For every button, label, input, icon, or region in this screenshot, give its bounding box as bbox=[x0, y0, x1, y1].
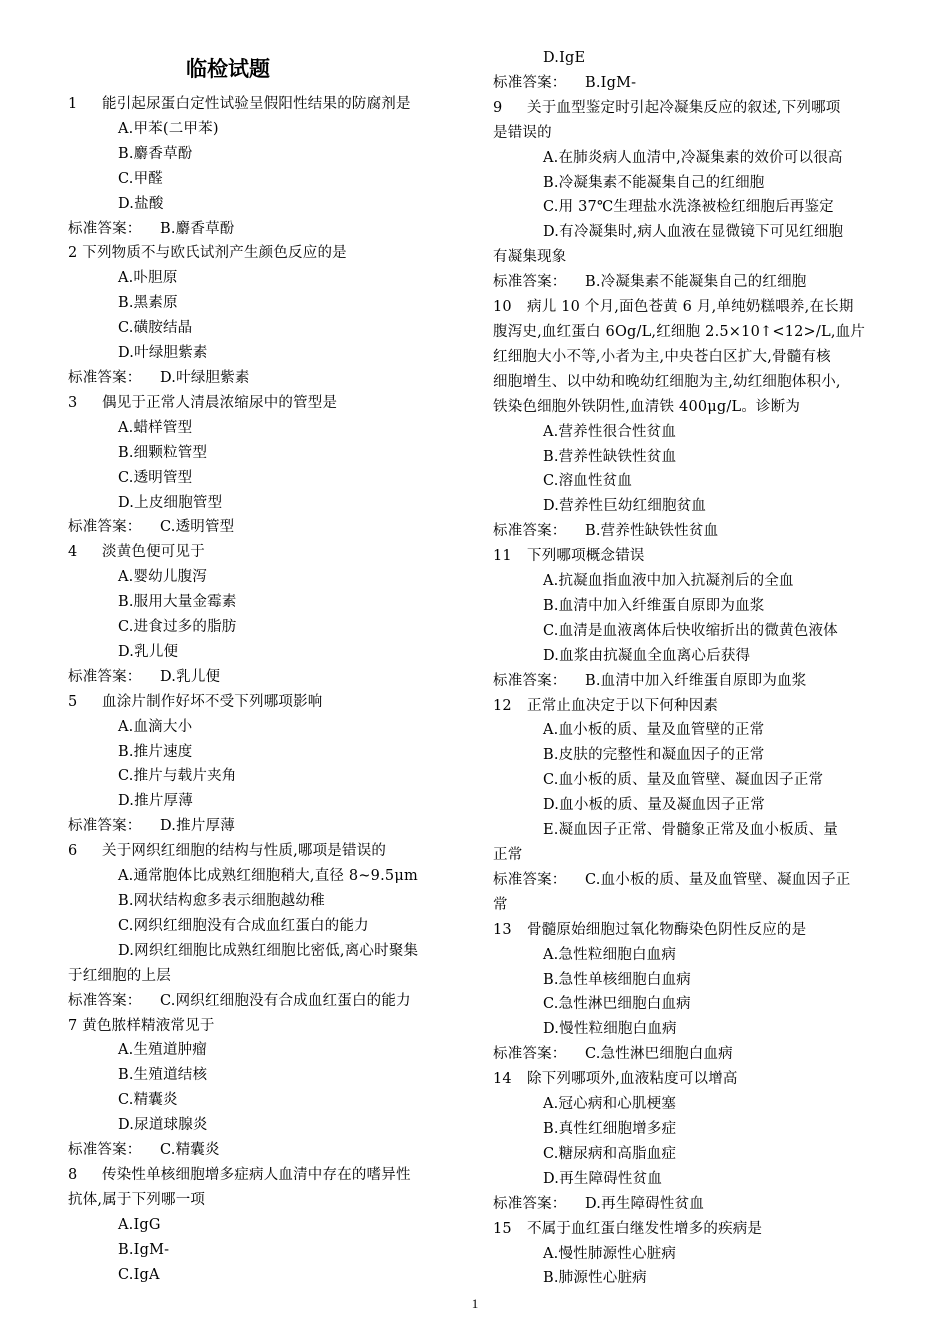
option: B.IgM- bbox=[118, 1241, 170, 1258]
question-10 bbox=[493, 295, 888, 320]
answer-text: C.精囊炎 bbox=[160, 1142, 220, 1159]
answer-text: B.IgM- bbox=[585, 74, 637, 91]
question-text: 血涂片制作好坏不受下列哪项影响 bbox=[102, 693, 323, 710]
option: A.急性粒细胞白血病 bbox=[543, 946, 677, 963]
question-9 bbox=[493, 96, 888, 121]
question-text-continuation: 铁染色细胞外铁阴性,血清铁 400μg/L。诊断为 bbox=[493, 398, 801, 415]
question-text: 下列物质不与欧氏试剂产生颜色反应的是 bbox=[82, 245, 347, 262]
option: A.甲苯(二甲苯) bbox=[118, 120, 219, 137]
answer-label: 标准答案： bbox=[68, 668, 142, 685]
option: B.黑素原 bbox=[118, 295, 178, 312]
option: A.蜡样管型 bbox=[118, 419, 193, 436]
question-2 bbox=[68, 241, 468, 266]
question-text: 正常止血决定于以下何种因素 bbox=[527, 697, 719, 714]
standard-answer bbox=[68, 217, 468, 242]
option: B.冷凝集素不能凝集自己的红细胞 bbox=[543, 174, 765, 191]
option: B.急性单核细胞白血病 bbox=[543, 971, 691, 988]
answer-text: D.乳儿便 bbox=[160, 668, 221, 685]
page-number: 1 bbox=[471, 1296, 479, 1311]
option: D.盐酸 bbox=[118, 195, 164, 212]
question-number: 6 bbox=[68, 843, 78, 860]
question-number: 3 bbox=[68, 394, 78, 411]
option: D.再生障碍性贫血 bbox=[543, 1170, 663, 1187]
question-text: 关于网织红细胞的结构与性质,哪项是错误的 bbox=[102, 843, 387, 860]
answer-label: 标准答案： bbox=[68, 369, 142, 386]
option: D.血小板的质、量及凝血因子正常 bbox=[543, 797, 765, 814]
page-title: 临检试题 bbox=[186, 57, 270, 81]
answer-label: 标准答案： bbox=[68, 992, 142, 1009]
standard-answer bbox=[68, 515, 468, 540]
question-number: 11 bbox=[493, 548, 512, 565]
question-number: 7 bbox=[68, 1017, 78, 1034]
question-7 bbox=[68, 1014, 468, 1039]
question-number: 4 bbox=[68, 544, 78, 561]
question-14 bbox=[493, 1067, 888, 1092]
answer-label: 标准答案： bbox=[493, 74, 567, 91]
option: A.血滴大小 bbox=[118, 718, 193, 735]
answer-text: C.网织红细胞没有合成血红蛋白的能力 bbox=[160, 992, 411, 1009]
standard-answer bbox=[68, 665, 468, 690]
option: C.网织红细胞没有合成血红蛋白的能力 bbox=[118, 917, 369, 934]
answer-label: 标准答案： bbox=[493, 523, 567, 540]
question-text-continuation: 是错误的 bbox=[493, 124, 552, 141]
option: C.血小板的质、量及血管壁、凝血因子正常 bbox=[543, 772, 824, 789]
option: D.网织红细胞比成熟红细胞比密低,离心时聚集 bbox=[118, 942, 419, 959]
standard-answer bbox=[493, 270, 888, 295]
option: B.麝香草酚 bbox=[118, 145, 193, 162]
standard-answer bbox=[493, 519, 888, 544]
option: C.急性淋巴细胞白血病 bbox=[543, 996, 691, 1013]
standard-answer bbox=[493, 1042, 888, 1067]
option: B.血清中加入纤维蛋自原即为血浆 bbox=[543, 597, 765, 614]
option: B.营养性缺铁性贫血 bbox=[543, 448, 677, 465]
right-column bbox=[493, 46, 888, 1291]
question-number: 14 bbox=[493, 1071, 512, 1088]
option: A.生殖道肿瘤 bbox=[118, 1042, 207, 1059]
option: B.服用大量金霉素 bbox=[118, 594, 237, 611]
option: C.推片与载片夹角 bbox=[118, 768, 237, 785]
option-continuation: 有凝集现象 bbox=[493, 249, 567, 266]
option: B.肺源性心脏病 bbox=[543, 1270, 647, 1287]
question-number: 10 bbox=[493, 299, 512, 316]
question-text: 骨髓原始细胞过氧化物酶染色阴性反应的是 bbox=[527, 921, 807, 938]
answer-label: 标准答案： bbox=[68, 519, 142, 536]
option: A.IgG bbox=[118, 1216, 161, 1233]
question-text: 传染性单核细胞增多症病人血清中存在的嗜异性 bbox=[102, 1166, 411, 1183]
option: A.卟胆原 bbox=[118, 270, 178, 287]
question-6 bbox=[68, 839, 468, 864]
option: C.磺胺结晶 bbox=[118, 320, 193, 337]
question-text: 下列哪项概念错误 bbox=[527, 548, 645, 565]
option: A.血小板的质、量及血管壁的正常 bbox=[543, 722, 765, 739]
option: D.有冷凝集时,病人血液在显微镜下可见红细胞 bbox=[543, 224, 844, 241]
question-text: 能引起尿蛋白定性试验呈假阳性结果的防腐剂是 bbox=[102, 96, 411, 112]
question-number: 2 bbox=[68, 245, 78, 262]
option: D.上皮细胞管型 bbox=[118, 494, 223, 511]
answer-text: D.叶绿胆紫素 bbox=[160, 369, 250, 386]
answer-text: C.血小板的质、量及血管壁、凝血因子正 bbox=[585, 871, 851, 888]
option: E.凝血因子正常、骨髓象正常及血小板质、量 bbox=[543, 822, 838, 839]
option: B.细颗粒管型 bbox=[118, 444, 208, 461]
option: C.进食过多的脂肪 bbox=[118, 619, 237, 636]
option: A.慢性肺源性心脏病 bbox=[543, 1245, 677, 1262]
answer-label: 标准答案： bbox=[493, 672, 567, 689]
standard-answer bbox=[68, 989, 468, 1014]
question-number: 12 bbox=[493, 697, 512, 714]
option: C.甲醛 bbox=[118, 170, 163, 187]
question-number: 15 bbox=[493, 1220, 512, 1237]
option: D.叶绿胆紫素 bbox=[118, 345, 208, 362]
question-text: 关于血型鉴定时引起冷凝集反应的叙述,下列哪项 bbox=[527, 99, 841, 116]
standard-answer bbox=[493, 71, 888, 96]
question-number: 5 bbox=[68, 693, 78, 710]
question-text: 偶见于正常人清晨浓缩尿中的管型是 bbox=[102, 394, 338, 411]
question-5 bbox=[68, 690, 468, 715]
option: A.在肺炎病人血清中,冷凝集素的效价可以很高 bbox=[543, 149, 843, 166]
option-continuation: 正常 bbox=[493, 847, 523, 863]
option: D.乳儿便 bbox=[118, 643, 179, 660]
question-text-continuation: 腹泻史,血红蛋白 6Og/L,红细胞 2.5×10↑<12>/L,血片 bbox=[493, 323, 866, 340]
option: A.婴幼儿腹泻 bbox=[118, 569, 207, 586]
question-number: 8 bbox=[68, 1166, 78, 1183]
option: D.慢性粒细胞白血病 bbox=[543, 1021, 677, 1038]
question-text: 黄色脓样精液常见于 bbox=[82, 1017, 215, 1034]
answer-label: 标准答案： bbox=[68, 1142, 142, 1159]
answer-text: B.冷凝集素不能凝集自己的红细胞 bbox=[585, 274, 807, 291]
question-text-continuation: 细胞增生、以中幼和晚幼红细胞为主,幼红细胞体积小, bbox=[493, 373, 841, 390]
answer-text: B.麝香草酚 bbox=[160, 220, 235, 237]
option: C.用 37℃生理盐水洗涤被检红细胞后再鉴定 bbox=[543, 199, 834, 216]
option: B.生殖道结核 bbox=[118, 1067, 208, 1084]
question-1 bbox=[68, 92, 468, 117]
question-text: 病儿 10 个月,面色苍黄 6 月,单纯奶糕喂养,在长期 bbox=[527, 299, 854, 316]
standard-answer bbox=[68, 814, 468, 839]
standard-answer bbox=[493, 669, 888, 694]
answer-continuation: 常 bbox=[493, 896, 508, 913]
option: C.IgA bbox=[118, 1266, 160, 1283]
option: B.皮肤的完整性和凝血因子的正常 bbox=[543, 747, 765, 764]
question-8 bbox=[68, 1163, 468, 1188]
answer-label: 标准答案： bbox=[493, 1046, 567, 1063]
option: A.通常胞体比成熟红细胞稍大,直径 8~9.5μm bbox=[118, 868, 418, 885]
question-text-continuation: 红细胞大小不等,小者为主,中央苍白区扩大,骨髓有核 bbox=[493, 348, 831, 365]
answer-text: D.再生障碍性贫血 bbox=[585, 1195, 705, 1212]
answer-text: B.营养性缺铁性贫血 bbox=[585, 523, 719, 540]
option: C.溶血性贫血 bbox=[543, 473, 633, 490]
question-number: 1 bbox=[68, 96, 78, 112]
option: B.推片速度 bbox=[118, 743, 193, 760]
question-text-continuation: 抗体,属于下列哪一项 bbox=[68, 1191, 206, 1208]
answer-text: C.急性淋巴细胞白血病 bbox=[585, 1046, 733, 1063]
option-continuation: 于红细胞的上层 bbox=[68, 967, 171, 984]
answer-label: 标准答案： bbox=[68, 818, 142, 835]
option: D.尿道球腺炎 bbox=[118, 1117, 208, 1134]
question-text: 不属于血红蛋白继发性增多的疾病是 bbox=[527, 1220, 763, 1237]
option: D.血浆由抗凝血全血离心后获得 bbox=[543, 647, 751, 664]
question-13 bbox=[493, 918, 888, 943]
option: C.糖尿病和高脂血症 bbox=[543, 1145, 677, 1162]
question-4 bbox=[68, 540, 468, 565]
option: A.抗凝血指血液中加入抗凝剂后的全血 bbox=[543, 573, 794, 590]
option: C.血清是血液离体后快收缩折出的微黄色液体 bbox=[543, 622, 838, 639]
option: A.冠心病和心肌梗塞 bbox=[543, 1096, 677, 1113]
question-12 bbox=[493, 694, 888, 719]
question-15 bbox=[493, 1217, 888, 1242]
answer-label: 标准答案： bbox=[493, 1195, 567, 1212]
option: B.网状结构愈多表示细胞越幼稚 bbox=[118, 893, 325, 909]
question-11 bbox=[493, 544, 888, 569]
option: D.营养性巨幼红细胞贫血 bbox=[543, 498, 707, 515]
option: C.精囊炎 bbox=[118, 1092, 178, 1109]
answer-text: C.透明管型 bbox=[160, 519, 235, 536]
standard-answer bbox=[68, 366, 468, 391]
option: D.IgE bbox=[543, 50, 586, 66]
answer-label: 标准答案： bbox=[68, 220, 142, 237]
answer-label: 标准答案： bbox=[493, 871, 567, 888]
standard-answer bbox=[493, 868, 888, 893]
answer-text: D.推片厚薄 bbox=[160, 818, 235, 835]
answer-text: B.血清中加入纤维蛋自原即为血浆 bbox=[585, 672, 807, 689]
standard-answer bbox=[493, 1192, 888, 1217]
left-column bbox=[68, 46, 468, 1288]
option: B.真性红细胞增多症 bbox=[543, 1120, 677, 1137]
question-number: 13 bbox=[493, 921, 512, 938]
question-text: 淡黄色便可见于 bbox=[102, 544, 205, 561]
question-number: 9 bbox=[493, 99, 503, 116]
question-text: 除下列哪项外,血液粘度可以增高 bbox=[527, 1071, 738, 1088]
question-3 bbox=[68, 391, 468, 416]
option: C.透明管型 bbox=[118, 469, 193, 486]
option: D.推片厚薄 bbox=[118, 793, 193, 810]
option: A.营养性很合性贫血 bbox=[543, 423, 677, 440]
answer-label: 标准答案： bbox=[493, 274, 567, 291]
standard-answer bbox=[68, 1138, 468, 1163]
